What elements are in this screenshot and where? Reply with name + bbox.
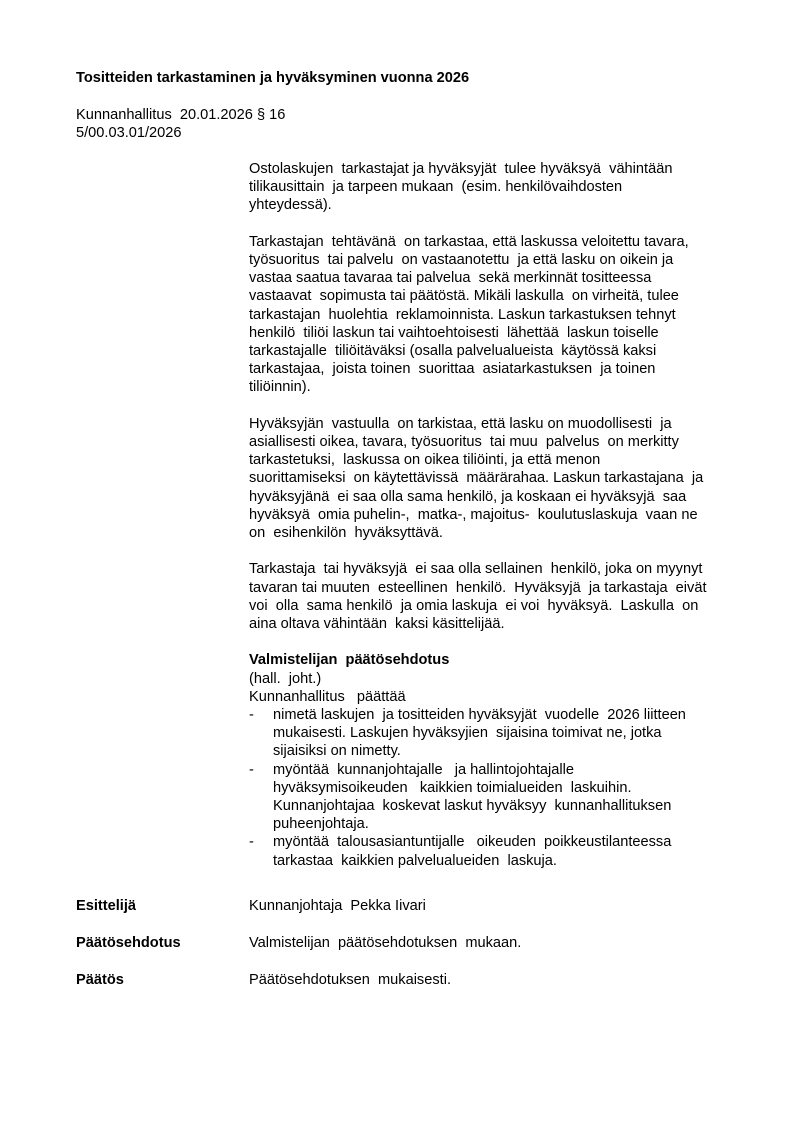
text-line: suorittamiseksi on käytettävissä määrärahaa. Laskun tarkastajana ja: [249, 470, 704, 487]
text-line: hyväksymisoikeuden kaikkien toimialueiden laskuihin.: [273, 779, 632, 796]
field-value: Kunnanjohtaja Pekka Iivari: [249, 898, 426, 914]
text-line: tarkastetuksi, laskussa on oikea tiliöinti, ja että menon: [249, 452, 601, 469]
paragraph-inspector-duties: [249, 233, 739, 397]
text-line: nimetä laskujen ja tositteiden hyväksyjät vuodelle 2026 liitteen: [273, 707, 686, 724]
text-line: Tarkastajan tehtävänä on tarkastaa, että laskussa veloitettu tavara,: [249, 233, 689, 250]
proposal-section: [249, 651, 739, 869]
text-line: puheenjohtaja.: [273, 816, 369, 833]
text-line: myöntää talousasiantuntijalle oikeuden poikkeustilanteessa: [273, 834, 672, 851]
text-line: tarkastajan huolehtia reklamoinnista. Laskun tarkastuksen tehnyt: [249, 306, 676, 323]
paragraph-intro: [249, 160, 739, 215]
reference-number: 5/00.03.01/2026: [76, 125, 182, 141]
text-line: henkilö tiliöi laskun tai vaihtoehtoisesti lähettää laskun toiselle: [249, 324, 659, 341]
bullet-dash: -: [249, 761, 254, 778]
text-line: yhteydessä).: [249, 197, 332, 214]
text-line: asiallisesti oikea, tavara, työsuoritus tai muu palvelus on merkitty: [249, 434, 679, 451]
text-line: tarkastajalle tiliöitäväksi (osalla palvelualueista käytössä kaksi: [249, 343, 657, 360]
meeting-meta: [76, 106, 285, 142]
field-label: Esittelijä: [76, 898, 137, 914]
text-line: vastaavat sopimusta tai päätöstä. Mikäli laskulla on virheitä, tulee: [249, 288, 679, 305]
text-line: hyväksyjänä ei saa olla sama henkilö, ja koskaan ei hyväksyjä saa: [249, 488, 687, 505]
paragraph-approver-duties: [249, 415, 739, 542]
text-line: tiliöinnin).: [249, 379, 311, 396]
proposal-decider: Kunnanhallitus päättää: [249, 688, 406, 705]
paragraph-disqualification: [249, 560, 739, 633]
text-line: Hyväksyjän vastuulla on tarkistaa, että lasku on muodollisesti ja: [249, 415, 672, 432]
document-body: [249, 160, 739, 870]
text-line: voi olla sama henkilö ja omia laskuja ei voi hyväksyä. Laskulla on: [249, 597, 699, 614]
text-line: vastaa saatua tavaraa tai palvelua sekä merkinnät tositteessa: [249, 270, 652, 287]
text-line: tarkastajaa, joista toinen suorittaa asiatarkastuksen ja toinen: [249, 361, 656, 378]
text-line: aina oltava vähintään kaksi käsittelijää.: [249, 616, 505, 633]
meeting-line: Kunnanhallitus 20.01.2026 § 16: [76, 107, 286, 123]
field-label: Päätös: [76, 972, 124, 988]
field-value: Päätösehdotuksen mukaisesti.: [249, 972, 451, 988]
document-title: Tositteiden tarkastaminen ja hyväksyminen vuonna 2026: [76, 70, 470, 86]
text-line: Tarkastaja tai hyväksyjä ei saa olla sellainen henkilö, joka on myynyt: [249, 561, 703, 578]
text-line: Kunnanjohtajaa koskevat laskut hyväksyy kunnanhallituksen: [273, 798, 672, 815]
text-line: tarkastaa kaikkien palvelualueiden laskuja.: [273, 852, 557, 869]
bullet-dash: -: [249, 707, 254, 724]
proposal-item: [249, 706, 739, 761]
field-value: Valmistelijan päätösehdotuksen mukaan.: [249, 935, 522, 951]
text-line: mukaisesti. Laskujen hyväksyjien sijaisina toimivat ne, jotka: [273, 725, 662, 742]
proposal-item: [249, 833, 739, 869]
field-label: Päätösehdotus: [76, 935, 181, 951]
bullet-dash: -: [249, 834, 254, 851]
text-line: työsuoritus tai palvelu on vastaanotettu ja että lasku on oikein ja: [249, 252, 674, 268]
text-line: sijaisiksi on nimetty.: [273, 743, 401, 760]
text-line: on esihenkilön hyväksyttävä.: [249, 525, 443, 542]
text-line: tilikausittain ja tarpeen mukaan (esim. henkilövaihdosten: [249, 179, 623, 196]
text-line: myöntää kunnanjohtajalle ja hallintojohtajalle: [273, 761, 574, 778]
text-line: Ostolaskujen tarkastajat ja hyväksyjät tulee hyväksyä vähintään: [249, 161, 673, 177]
proposal-preparer: (hall. joht.): [249, 670, 322, 687]
proposal-item: [249, 761, 739, 834]
proposal-heading: Valmistelijan päätösehdotus: [249, 652, 450, 669]
text-line: tavaran tai muuten esteellinen henkilö. Hyväksyjä ja tarkastaja eivät: [249, 579, 707, 596]
text-line: hyväksyä omia puhelin-, matka-, majoitus- koulutuslaskuja vaan ne: [249, 506, 698, 523]
